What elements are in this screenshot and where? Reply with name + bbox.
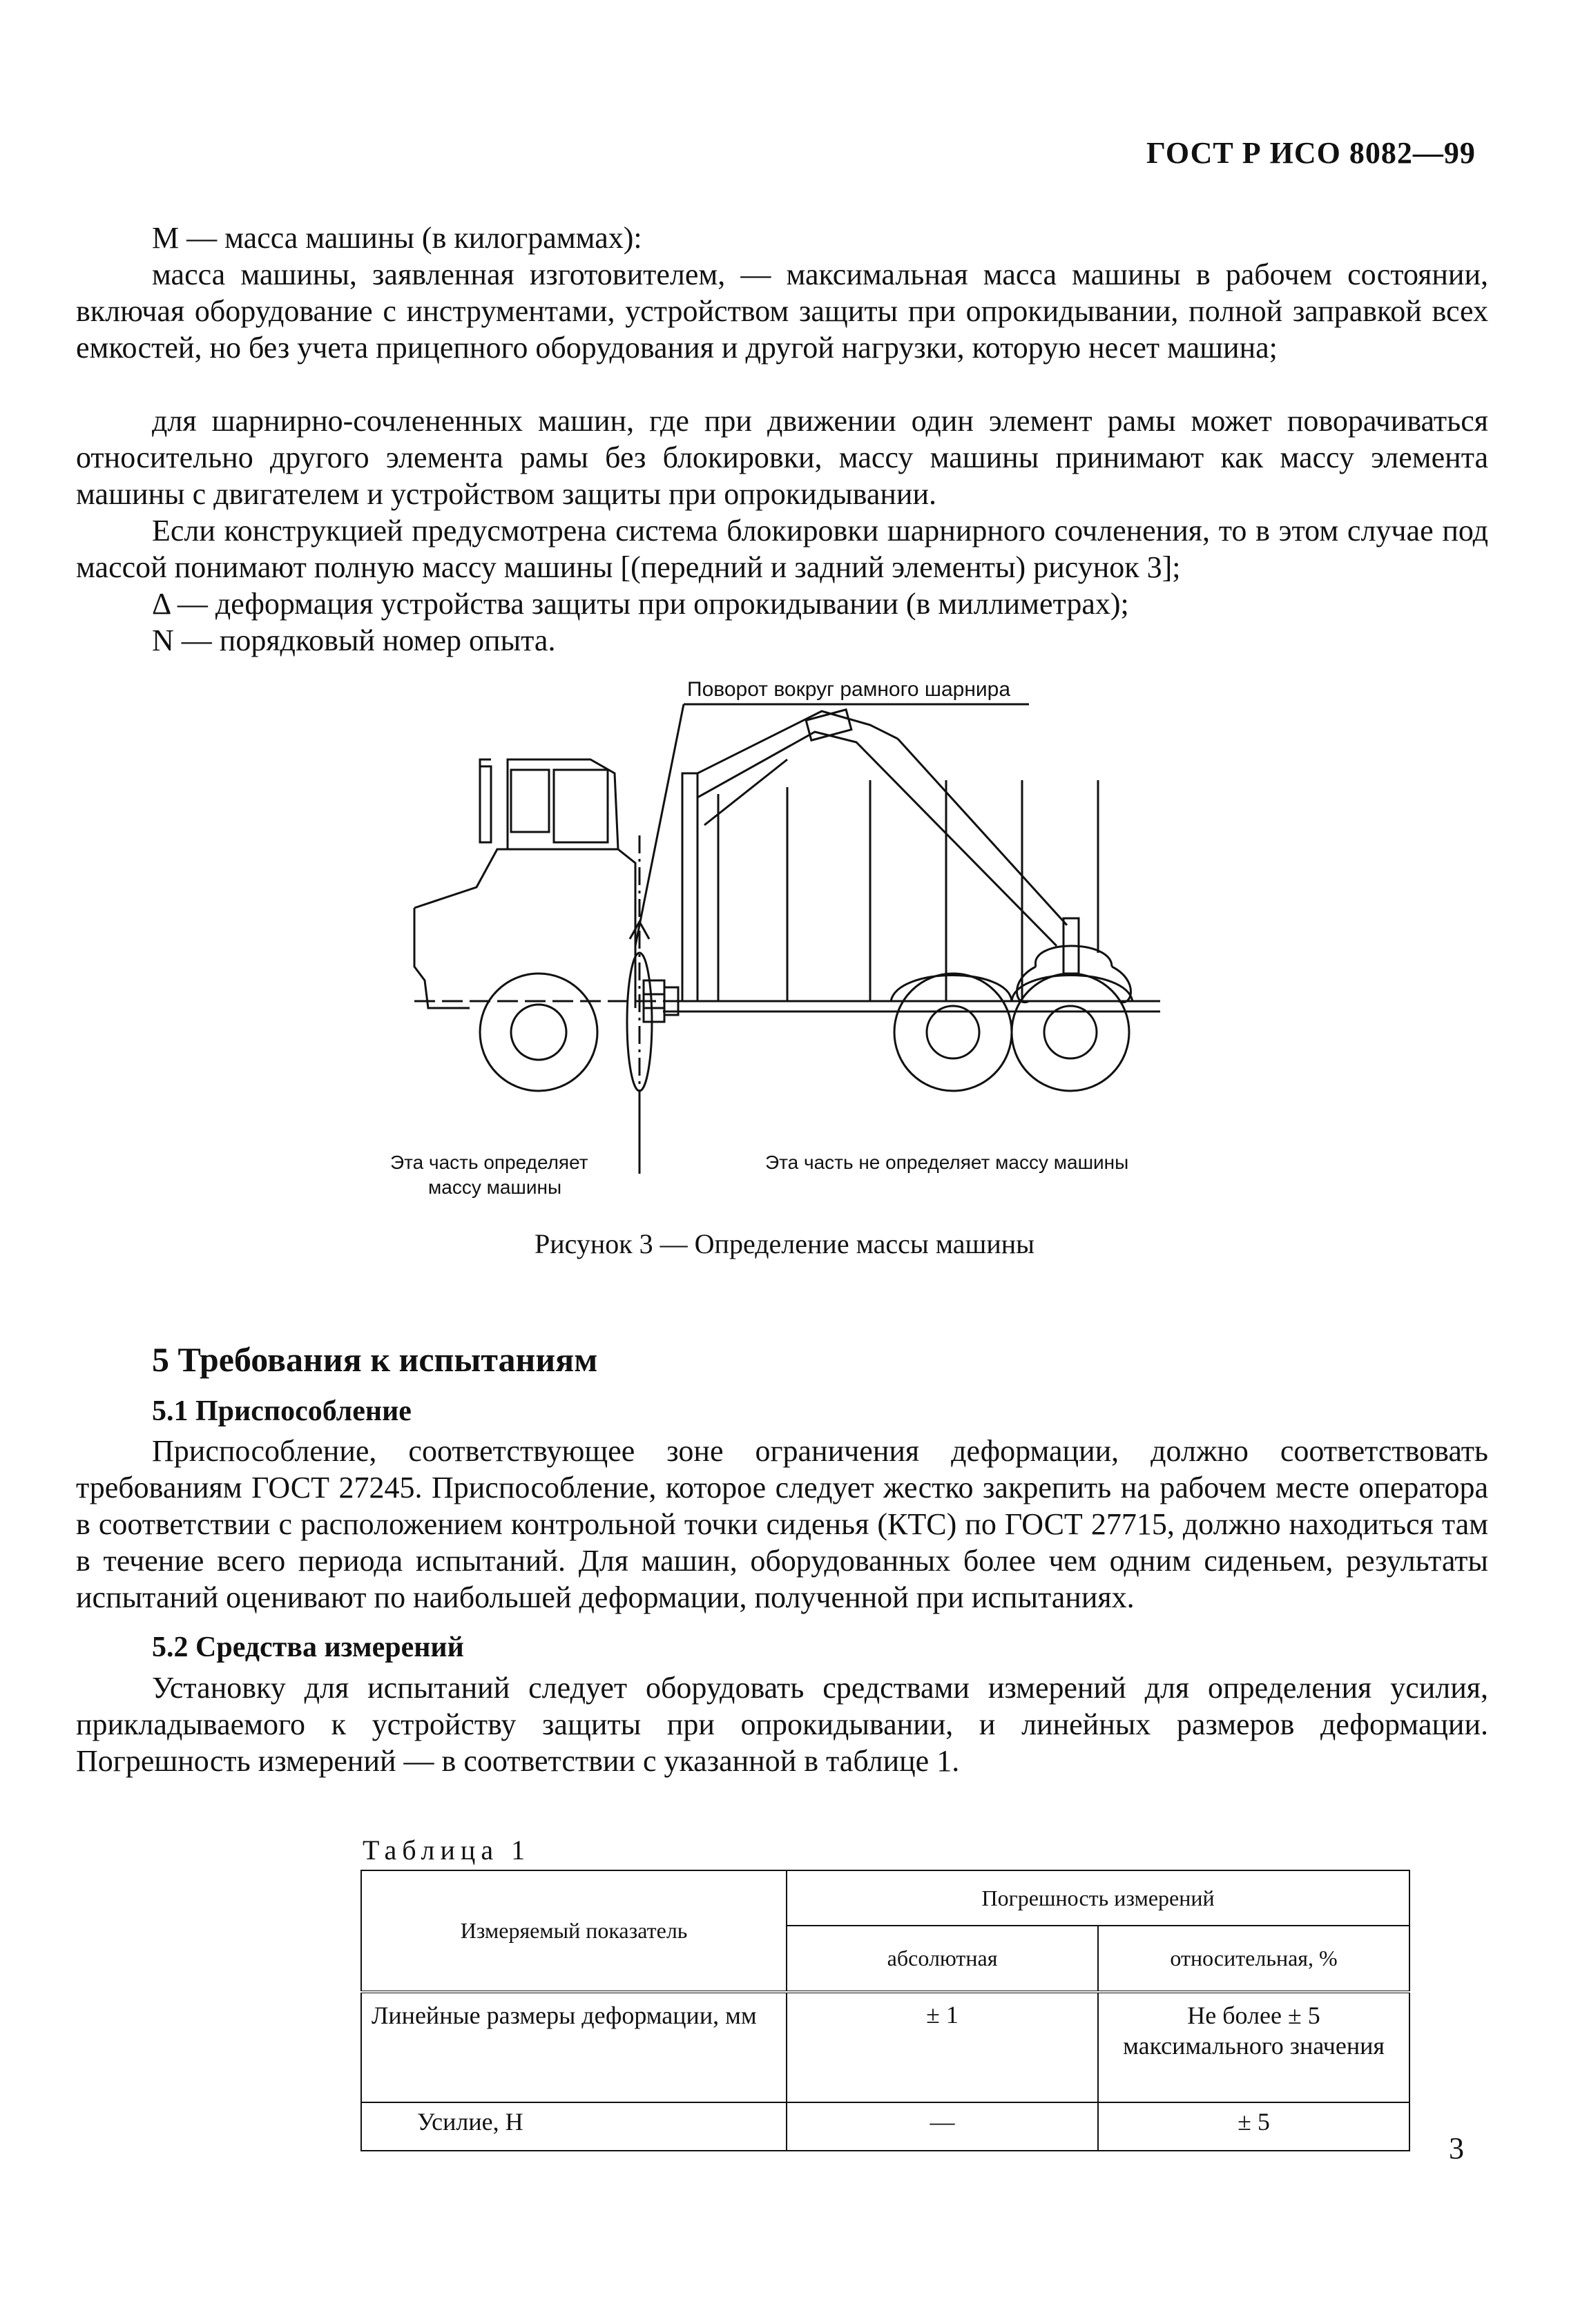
figure-label-not-determines: Эта часть не определяет массу машины [765,1152,1129,1173]
section-5-title: 5 Требования к испытаниям [152,1340,598,1379]
definition-m-paragraph-1: масса машины, заявленная изготовителем, — максимальная масса машины в рабочем состоянии, включая оборудование с инструментами, устройством защиты при опрокидывании, полной заправкой всех емкостей, но без учета прицепного оборудования и другой нагрузки, которую несет машина; [76,258,1488,365]
row-1-abs: ± 1 [787,1992,1098,2102]
subsection-5-1-text: Приспособление, соответствующее зоне ограничения деформации, должно соответствовать требованиям ГОСТ 27245. Приспособление, которое следует жестко закрепить на рабочем месте оператора в соответствии с расположением контрольной точки сиденья (КТС) по ГОСТ 27715, должно находиться там в течение всего периода испытаний. Для машин, оборудованных более чем одним сиденьем, результаты испытаний оценивают по наибольшей деформации, полученной при испытаниях. [76,1434,1488,1614]
row-2-name: Усилие, Н [361,2102,787,2151]
table-1 [360,1870,1410,2151]
definition-m: M — масса машины (в килограммах): [152,221,642,255]
header-absolute: абсолютная [787,1926,1098,1992]
table-1-title: Таблица 1 [363,1834,531,1866]
figure-caption: Рисунок 3 — Определение массы машины [534,1228,1035,1259]
figure-label-determines-2: массу машины [428,1176,562,1198]
definition-delta: Δ — деформация устройства защиты при опрокидывании (в миллиметрах); [152,587,1129,621]
definition-m-paragraph-3: Если конструкцией предусмотрена система блокировки шарнирного сочленения, то в этом случае под массой понимают полную массу машины [(передний и задний элементы) рисунок 3]; [76,514,1488,584]
figure-label-rotation: Поворот вокруг рамного шарнира [687,678,1011,701]
subsection-5-2-text: Установку для испытаний следует оборудовать средствами измерений для определения усилия, прикладываемого к устройству защиты при опрокидывании, и линейных размеров деформации. Погрешность измерений — в соответствии с указанной в таблице 1. [76,1671,1488,1778]
definition-n: N — порядковый номер опыта. [152,623,556,657]
row-1-name: Линейные размеры деформации, мм [361,1992,787,2102]
subsection-5-1-title: 5.1 Приспособление [152,1395,412,1427]
row-1-rel: Не более ± 5 максимального значения [1098,1992,1409,2102]
definition-m-paragraph-2: для шарнирно-сочлененных машин, где при движении один элемент рамы может поворачиваться относительно другого элемента рамы без блокировки, массу машины принимают как массу элемента машины с двигателем и устройством защиты при опрокидывании. [76,404,1488,511]
subsection-5-2-title: 5.2 Средства измерений [152,1631,464,1663]
document-code-header: ГОСТ Р ИСО 8082—99 [1146,136,1476,170]
articulated-machine-figure [373,677,1202,1215]
header-error: Погрешность измерений [787,1870,1409,1926]
row-2-abs: — [787,2102,1098,2151]
row-2-rel: ± 5 [1098,2102,1409,2151]
header-measured: Измеряемый показатель [361,1870,787,1992]
header-relative: относительная, % [1098,1926,1409,1992]
figure-label-determines-1: Эта часть определяет [390,1152,588,1173]
page-number: 3 [1449,2131,1464,2165]
